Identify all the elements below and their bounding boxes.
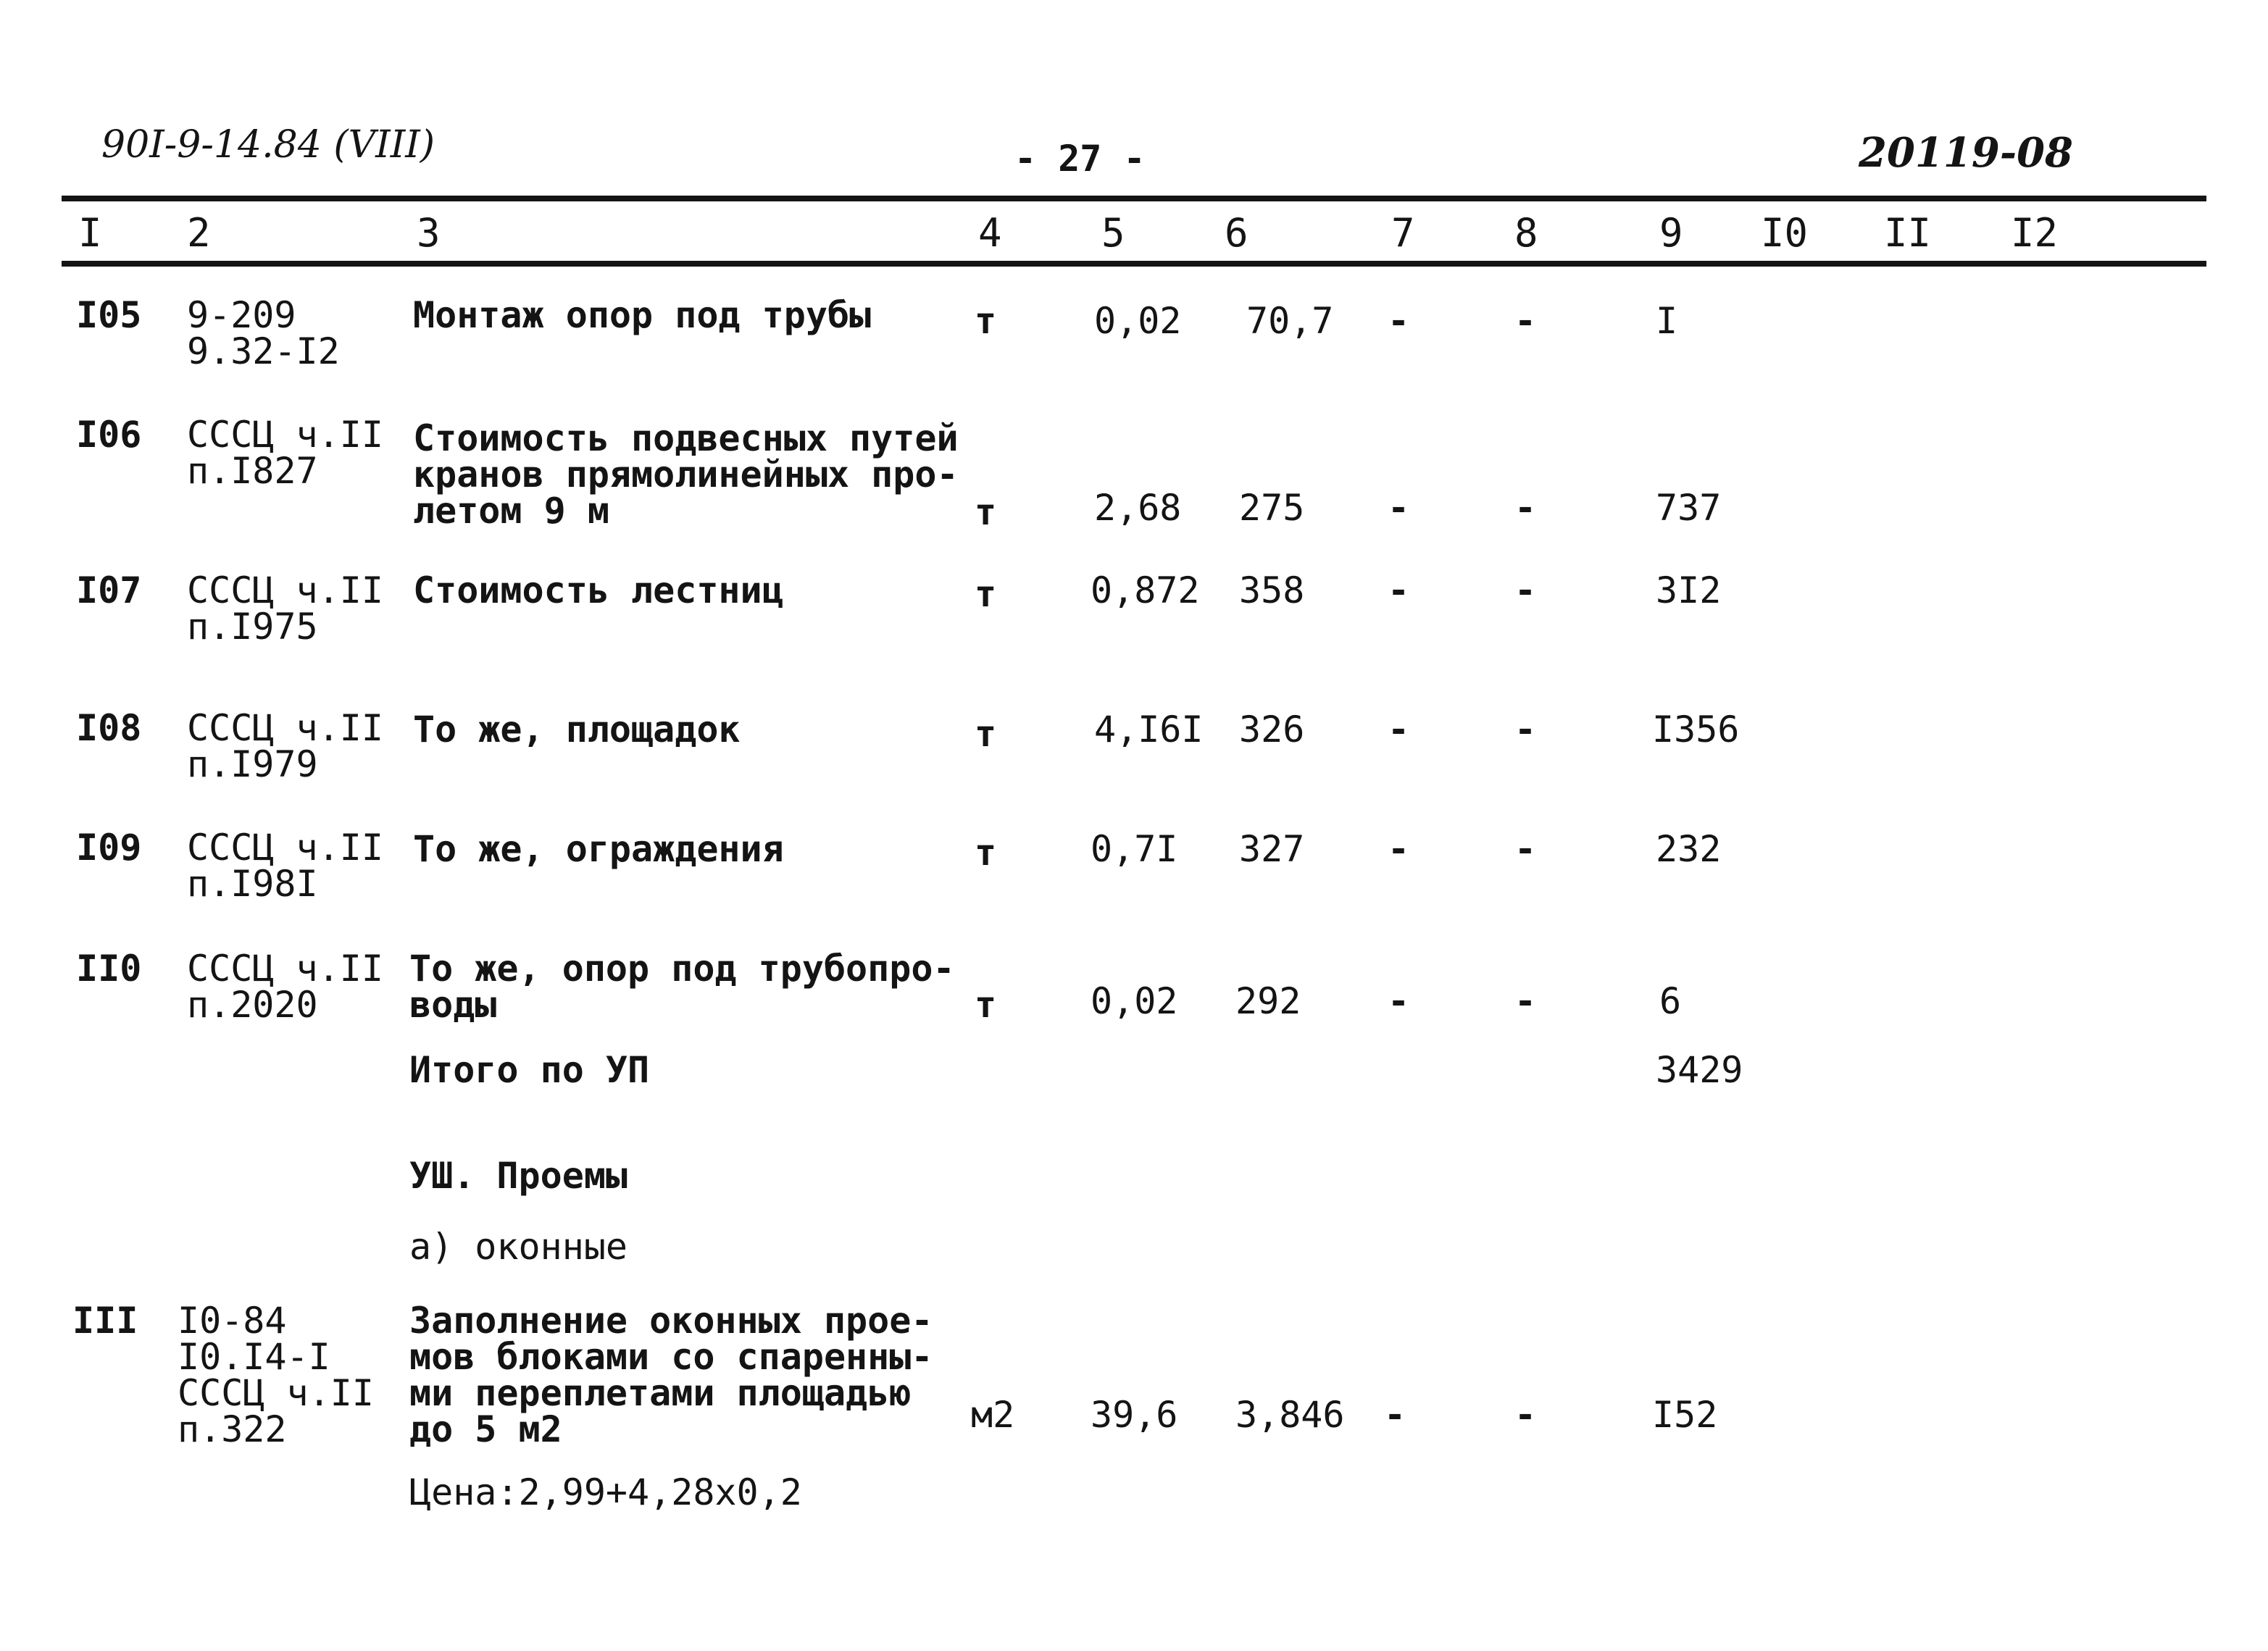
row-price: 292 — [1235, 980, 1301, 1022]
row-col7: - — [1388, 980, 1410, 1022]
row-reference: СССЦ ч.II п.I827 — [187, 414, 383, 492]
row-name: Монтаж опор под трубы — [413, 294, 872, 336]
row-unit: т — [975, 300, 997, 342]
row-quantity: 0,7I — [1091, 828, 1178, 870]
row-col7: - — [1384, 1394, 1406, 1436]
row-unit: т — [975, 491, 997, 533]
table-top-rule — [62, 196, 2206, 201]
row-number: I07 — [76, 569, 142, 611]
row-col9: I356 — [1652, 709, 1740, 751]
row-number: I09 — [76, 827, 142, 869]
row-quantity: 2,68 — [1094, 487, 1182, 529]
row-col9: I52 — [1652, 1394, 1718, 1436]
row-col8: - — [1514, 569, 1537, 611]
column-header-1: I — [78, 210, 102, 256]
row-number: II0 — [76, 948, 142, 990]
row-col7: - — [1388, 300, 1410, 342]
column-header-11: II — [1884, 210, 1932, 256]
row-price: 358 — [1239, 569, 1305, 611]
row-quantity: 4,I6I — [1094, 709, 1204, 751]
document-number: 20119-08 — [1859, 129, 2073, 177]
column-header-3: 3 — [417, 210, 441, 256]
row-price: 327 — [1239, 828, 1305, 870]
row-reference: СССЦ ч.II п.I979 — [187, 707, 383, 785]
row-col7: - — [1388, 828, 1410, 870]
table-header-rule — [62, 261, 2206, 267]
row-name: Заполнение оконных прое- мов блоками со спаренны- ми переплетами площадью до 5 м2 — [409, 1300, 933, 1450]
row-col9: 6 — [1659, 980, 1682, 1022]
row-quantity: 0,872 — [1091, 569, 1200, 611]
row-col8: - — [1514, 980, 1537, 1022]
row-number: I06 — [76, 414, 142, 456]
row-price: 275 — [1239, 487, 1305, 529]
column-header-9: 9 — [1659, 210, 1683, 256]
section-title: УШ. Проемы — [409, 1155, 628, 1197]
row-price: 70,7 — [1246, 300, 1334, 342]
row-col8: - — [1514, 709, 1537, 751]
row-quantity: 0,02 — [1091, 980, 1178, 1022]
row-reference: СССЦ ч.II п.2020 — [187, 948, 383, 1026]
row-unit: т — [975, 984, 997, 1026]
row-price: 326 — [1239, 709, 1305, 751]
row-unit: т — [975, 573, 997, 615]
row-reference: I0-84 I0.I4-I СССЦ ч.II п.322 — [178, 1300, 374, 1450]
row-quantity: 0,02 — [1094, 300, 1182, 342]
row-unit: т — [975, 832, 997, 874]
column-header-10: I0 — [1761, 210, 1809, 256]
row-col9: 232 — [1656, 828, 1722, 870]
row-col9: 737 — [1656, 487, 1722, 529]
total-label: Итого по УП — [409, 1049, 650, 1091]
column-header-12: I2 — [2011, 210, 2059, 256]
row-name: То же, площадок — [413, 709, 741, 751]
row-col7: - — [1388, 709, 1410, 751]
row-number: III — [72, 1300, 138, 1342]
row-col9: 3I2 — [1656, 569, 1722, 611]
column-header-2: 2 — [187, 210, 211, 256]
row-reference: 9-209 9.32-I2 — [187, 294, 340, 372]
row-col8: - — [1514, 487, 1537, 529]
row-name: Стоимость лестниц — [413, 569, 784, 611]
row-quantity: 39,6 — [1091, 1394, 1178, 1436]
row-col7: - — [1388, 569, 1410, 611]
row-number: I05 — [76, 294, 142, 336]
price-note: Цена:2,99+4,28х0,2 — [409, 1471, 802, 1513]
row-reference: СССЦ ч.II п.I975 — [187, 569, 383, 648]
row-unit: т — [975, 713, 997, 755]
column-header-7: 7 — [1391, 210, 1415, 256]
section-subtitle: а) оконные — [409, 1226, 628, 1268]
column-header-8: 8 — [1514, 210, 1538, 256]
document-code: 90I-9-14.84 (VIII) — [101, 123, 435, 167]
row-name: Стоимость подвесных путей кранов прямолинейных про- летом 9 м — [413, 417, 959, 532]
row-col8: - — [1514, 1394, 1537, 1436]
row-number: I08 — [76, 707, 142, 749]
page-number: - 27 - — [1014, 138, 1146, 180]
column-header-5: 5 — [1101, 210, 1125, 256]
row-col8: - — [1514, 828, 1537, 870]
column-header-6: 6 — [1225, 210, 1248, 256]
row-col9: I — [1656, 300, 1678, 342]
row-price: 3,846 — [1235, 1394, 1345, 1436]
row-name: То же, опор под трубопро- воды — [409, 948, 955, 1026]
column-header-4: 4 — [978, 210, 1002, 256]
row-unit: м2 — [971, 1394, 1015, 1436]
row-col7: - — [1388, 487, 1410, 529]
total-value: 3429 — [1656, 1049, 1743, 1091]
row-col8: - — [1514, 300, 1537, 342]
row-reference: СССЦ ч.II п.I98I — [187, 827, 383, 905]
row-name: То же, ограждения — [413, 828, 784, 870]
